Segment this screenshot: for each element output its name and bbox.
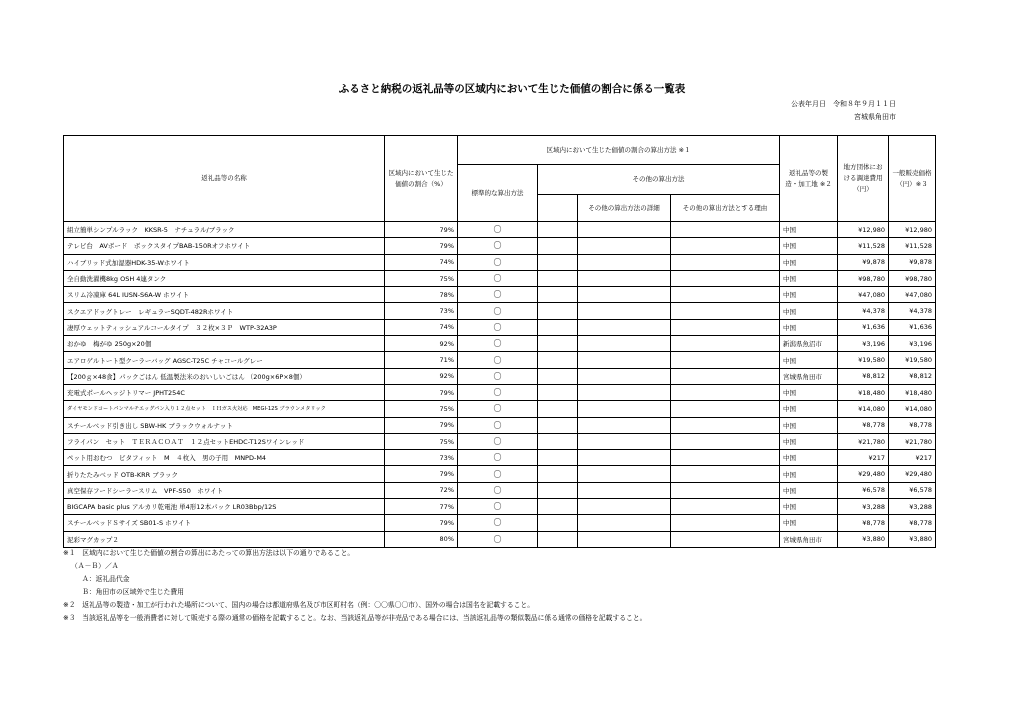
table-row	[64, 352, 936, 368]
cell-ratio: 79%	[385, 466, 458, 482]
cell-cost: ¥6,578	[838, 482, 889, 498]
cell-cost: ¥8,778	[838, 417, 889, 433]
header-ratio: 区域内において生じた価値の割合（%）	[385, 136, 458, 222]
cell-name: スチールベッドＳサイズ SB01-S ホワイト	[64, 515, 385, 531]
cell-other-reason	[671, 515, 780, 531]
cell-blank	[538, 287, 578, 303]
note-3: ※３ 当該返礼品等を一般消費者に対して販売する際の通常の価格を記載すること。なお、当該返礼品等が非売品である場合には、当該返礼品等の類似製品に係る通常の価格を記載すること。	[63, 614, 647, 622]
cell-price: ¥47,080	[889, 287, 936, 303]
table-body	[64, 222, 936, 548]
cell-name: 真空保存フードシーラースリム VPF-S50 ホワイト	[64, 482, 385, 498]
cell-other-reason	[671, 238, 780, 254]
cell-name: おかゆ 梅がゆ 250g×20個	[64, 336, 385, 352]
cell-other-detail	[578, 450, 671, 466]
cell-cost: ¥14,080	[838, 401, 889, 417]
cell-place: 中国	[780, 270, 838, 286]
cell-other-detail	[578, 222, 671, 238]
cell-place: 中国	[780, 466, 838, 482]
cell-price: ¥14,080	[889, 401, 936, 417]
cell-price: ¥8,812	[889, 368, 936, 384]
header-other-group: その他の算出方法	[538, 165, 780, 195]
header-cost: 地方団体における調達費用（円）	[838, 136, 889, 222]
cell-price: ¥9,878	[889, 254, 936, 270]
header-standard: 標準的な算出方法	[458, 165, 538, 222]
cell-other-reason	[671, 401, 780, 417]
cell-standard-method: 〇	[458, 303, 538, 319]
cell-other-detail	[578, 515, 671, 531]
header-other-reason: その他の算出方法とする理由	[671, 195, 780, 222]
cell-standard-method: 〇	[458, 368, 538, 384]
cell-price: ¥8,778	[889, 515, 936, 531]
cell-cost: ¥18,480	[838, 384, 889, 400]
cell-other-reason	[671, 336, 780, 352]
cell-standard-method: 〇	[458, 450, 538, 466]
return-gift-table	[63, 135, 936, 548]
cell-standard-method: 〇	[458, 287, 538, 303]
table-row	[64, 433, 936, 449]
cell-blank	[538, 384, 578, 400]
cell-price: ¥11,528	[889, 238, 936, 254]
cell-blank	[538, 401, 578, 417]
cell-ratio: 80%	[385, 531, 458, 547]
cell-ratio: 79%	[385, 222, 458, 238]
table-row	[64, 287, 936, 303]
cell-place: 中国	[780, 287, 838, 303]
cell-name: 全自動洗濯機8kg OSH 4連タンク	[64, 270, 385, 286]
cell-price: ¥19,580	[889, 352, 936, 368]
cell-blank	[538, 466, 578, 482]
cell-blank	[538, 303, 578, 319]
cell-standard-method: 〇	[458, 466, 538, 482]
cell-ratio: 74%	[385, 319, 458, 335]
cell-other-reason	[671, 352, 780, 368]
cell-other-detail	[578, 499, 671, 515]
cell-ratio: 75%	[385, 401, 458, 417]
cell-blank	[538, 417, 578, 433]
table-row	[64, 499, 936, 515]
cell-other-reason	[671, 319, 780, 335]
table-row	[64, 222, 936, 238]
cell-price: ¥21,780	[889, 433, 936, 449]
cell-standard-method: 〇	[458, 254, 538, 270]
cell-other-detail	[578, 401, 671, 417]
table-row	[64, 270, 936, 286]
cell-ratio: 75%	[385, 270, 458, 286]
table-row	[64, 482, 936, 498]
table-row	[64, 531, 936, 547]
header-method-group: 区域内において生じた価値の割合の算出方法 ※１	[458, 136, 780, 165]
cell-ratio: 73%	[385, 303, 458, 319]
cell-blank	[538, 352, 578, 368]
table-row	[64, 254, 936, 270]
cell-ratio: 79%	[385, 417, 458, 433]
cell-standard-method: 〇	[458, 352, 538, 368]
cell-other-detail	[578, 336, 671, 352]
cell-other-reason	[671, 303, 780, 319]
cell-price: ¥3,196	[889, 336, 936, 352]
cell-other-reason	[671, 270, 780, 286]
cell-other-detail	[578, 287, 671, 303]
cell-other-detail	[578, 433, 671, 449]
cell-standard-method: 〇	[458, 336, 538, 352]
cell-cost: ¥1,636	[838, 319, 889, 335]
table-row	[64, 336, 936, 352]
cell-other-detail	[578, 482, 671, 498]
cell-standard-method: 〇	[458, 401, 538, 417]
cell-ratio: 75%	[385, 433, 458, 449]
table-row	[64, 466, 936, 482]
header-blank	[538, 195, 578, 222]
cell-cost: ¥3,880	[838, 531, 889, 547]
cell-place: 中国	[780, 352, 838, 368]
table-row	[64, 417, 936, 433]
table-row	[64, 450, 936, 466]
cell-blank	[538, 515, 578, 531]
cell-ratio: 79%	[385, 515, 458, 531]
cell-cost: ¥8,778	[838, 515, 889, 531]
header-name: 返礼品等の名称	[64, 136, 385, 222]
cell-place: 中国	[780, 499, 838, 515]
cell-standard-method: 〇	[458, 531, 538, 547]
cell-standard-method: 〇	[458, 482, 538, 498]
cell-other-reason	[671, 368, 780, 384]
cell-price: ¥6,578	[889, 482, 936, 498]
cell-other-detail	[578, 254, 671, 270]
footnotes	[63, 547, 646, 625]
cell-ratio: 79%	[385, 384, 458, 400]
cell-ratio: 78%	[385, 287, 458, 303]
cell-cost: ¥3,196	[838, 336, 889, 352]
cell-name: 充電式ポールヘッジトリマー JPHT254C	[64, 384, 385, 400]
cell-standard-method: 〇	[458, 384, 538, 400]
cell-name: ダイヤモンドコートパンマルチエッグパン入り１２点セット ＩＨガス火対応 MEGI-12S ブラウンメタリック	[64, 401, 385, 417]
cell-other-reason	[671, 287, 780, 303]
cell-name: テレビ台 AVボード ボックスタイプBAB-150Rオフホワイト	[64, 238, 385, 254]
cell-name: BIGCAPA basic plus アルカリ乾電池 単4形12本パック LR03Bbp/12S	[64, 499, 385, 515]
cell-cost: ¥4,378	[838, 303, 889, 319]
cell-name: 組立簡単シンプルラック KKSR-5 ナチュラル/ブラック	[64, 222, 385, 238]
cell-price: ¥217	[889, 450, 936, 466]
cell-price: ¥3,288	[889, 499, 936, 515]
cell-cost: ¥12,980	[838, 222, 889, 238]
cell-cost: ¥21,780	[838, 433, 889, 449]
cell-other-reason	[671, 531, 780, 547]
cell-price: ¥12,980	[889, 222, 936, 238]
cell-blank	[538, 368, 578, 384]
cell-cost: ¥19,580	[838, 352, 889, 368]
cell-place: 中国	[780, 450, 838, 466]
cell-other-reason	[671, 222, 780, 238]
cell-standard-method: 〇	[458, 433, 538, 449]
cell-other-reason	[671, 450, 780, 466]
header-place: 返礼品等の製造・加工地 ※２	[780, 136, 838, 222]
cell-blank	[538, 336, 578, 352]
cell-other-detail	[578, 238, 671, 254]
cell-ratio: 72%	[385, 482, 458, 498]
cell-place: 新潟県魚沼市	[780, 336, 838, 352]
cell-name: 泥彩マグカップ２	[64, 531, 385, 547]
cell-standard-method: 〇	[458, 238, 538, 254]
cell-place: 中国	[780, 303, 838, 319]
cell-cost: ¥98,780	[838, 270, 889, 286]
cell-name: スチールベッド引き出し SBW-HK ブラックウォルナット	[64, 417, 385, 433]
cell-blank	[538, 254, 578, 270]
cell-standard-method: 〇	[458, 270, 538, 286]
cell-name: 折りたたみベッド OTB-KRR ブラック	[64, 466, 385, 482]
cell-place: 中国	[780, 515, 838, 531]
cell-blank	[538, 433, 578, 449]
cell-blank	[538, 482, 578, 498]
table-row	[64, 515, 936, 531]
cell-price: ¥98,780	[889, 270, 936, 286]
cell-name: エアロゲルトート型クーラーバッグ AGSC-T25C チャコールグレー	[64, 352, 385, 368]
cell-blank	[538, 450, 578, 466]
cell-other-reason	[671, 466, 780, 482]
cell-name: ハイブリッド式加湿器HDK-35-Wホワイト	[64, 254, 385, 270]
cell-other-reason	[671, 254, 780, 270]
cell-name: ペット用おむつ ピタフィット M ４枚入 男の子用 MNPD-M4	[64, 450, 385, 466]
table-row	[64, 384, 936, 400]
cell-cost: ¥29,480	[838, 466, 889, 482]
cell-other-detail	[578, 303, 671, 319]
cell-blank	[538, 531, 578, 547]
table-row	[64, 303, 936, 319]
cell-standard-method: 〇	[458, 515, 538, 531]
cell-name: スリム冷凍庫 64L IUSN-S6A-W ホワイト	[64, 287, 385, 303]
cell-cost: ¥9,878	[838, 254, 889, 270]
note-1: ※１ 区域内において生じた価値の割合の算出にあたっての算出方法は以下の通りであること。	[63, 549, 355, 557]
note-formula: （Ａ－Ｂ）／Ａ	[71, 562, 119, 570]
cell-price: ¥18,480	[889, 384, 936, 400]
cell-price: ¥1,636	[889, 319, 936, 335]
cell-standard-method: 〇	[458, 319, 538, 335]
cell-standard-method: 〇	[458, 222, 538, 238]
municipality-name: 宮城県角田市	[854, 113, 896, 121]
cell-other-reason	[671, 417, 780, 433]
cell-other-reason	[671, 384, 780, 400]
cell-price: ¥29,480	[889, 466, 936, 482]
cell-name: 【200ｇ×48食】パックごはん 低温製法米のおいしいごはん （200g×6P×8個）	[64, 368, 385, 384]
cell-ratio: 92%	[385, 336, 458, 352]
cell-ratio: 79%	[385, 238, 458, 254]
cell-other-detail	[578, 319, 671, 335]
page-title: ふるさと納税の返礼品等の区域内において生じた価値の割合に係る一覧表	[338, 83, 686, 95]
cell-ratio: 71%	[385, 352, 458, 368]
cell-place: 中国	[780, 433, 838, 449]
cell-place: 中国	[780, 319, 838, 335]
cell-place: 宮城県角田市	[780, 368, 838, 384]
cell-ratio: 74%	[385, 254, 458, 270]
cell-standard-method: 〇	[458, 499, 538, 515]
cell-cost: ¥47,080	[838, 287, 889, 303]
cell-place: 中国	[780, 254, 838, 270]
cell-other-reason	[671, 433, 780, 449]
cell-other-detail	[578, 352, 671, 368]
cell-other-detail	[578, 531, 671, 547]
cell-price: ¥4,378	[889, 303, 936, 319]
note-b: Ｂ：角田市の区域外で生じた費用	[82, 588, 184, 596]
note-a: Ａ：返礼品代金	[82, 575, 130, 583]
table-row	[64, 319, 936, 335]
cell-blank	[538, 222, 578, 238]
cell-cost: ¥217	[838, 450, 889, 466]
publish-date: 公表年月日 令和８年９月１１日	[791, 100, 896, 108]
cell-name: 凄厚ウェットティッシュアルコールタイプ ３２枚×３Ｐ WTP-32A3P	[64, 319, 385, 335]
cell-place: 中国	[780, 401, 838, 417]
table-row	[64, 368, 936, 384]
cell-other-detail	[578, 417, 671, 433]
cell-name: フライパン セット ＴＥＲＡＣＯＡＴ １２点セットEHDC-T12Sワインレッド	[64, 433, 385, 449]
cell-cost: ¥11,528	[838, 238, 889, 254]
cell-ratio: 73%	[385, 450, 458, 466]
cell-place: 中国	[780, 222, 838, 238]
cell-place: 中国	[780, 384, 838, 400]
cell-place: 宮城県角田市	[780, 531, 838, 547]
cell-standard-method: 〇	[458, 417, 538, 433]
cell-other-reason	[671, 482, 780, 498]
table-row	[64, 238, 936, 254]
cell-cost: ¥8,812	[838, 368, 889, 384]
cell-blank	[538, 499, 578, 515]
cell-ratio: 77%	[385, 499, 458, 515]
cell-place: 中国	[780, 417, 838, 433]
cell-price: ¥8,778	[889, 417, 936, 433]
cell-blank	[538, 238, 578, 254]
cell-other-detail	[578, 466, 671, 482]
cell-price: ¥3,880	[889, 531, 936, 547]
header-price: 一般販売価格（円）※３	[889, 136, 936, 222]
cell-place: 中国	[780, 482, 838, 498]
header-other-detail: その他の算出方法の詳細	[578, 195, 671, 222]
table-row	[64, 401, 936, 417]
cell-place: 中国	[780, 238, 838, 254]
cell-ratio: 92%	[385, 368, 458, 384]
cell-other-detail	[578, 368, 671, 384]
cell-blank	[538, 319, 578, 335]
cell-other-reason	[671, 499, 780, 515]
cell-other-detail	[578, 270, 671, 286]
note-2: ※２ 返礼品等の製造・加工が行われた場所について、国内の場合は都道府県名及び市区町村名（例：〇〇県〇〇市）、国外の場合は国名を記載すること。	[63, 601, 535, 609]
cell-blank	[538, 270, 578, 286]
cell-other-detail	[578, 384, 671, 400]
cell-name: スクエアドッグトレー レギュラーSQDT-482Rホワイト	[64, 303, 385, 319]
cell-cost: ¥3,288	[838, 499, 889, 515]
